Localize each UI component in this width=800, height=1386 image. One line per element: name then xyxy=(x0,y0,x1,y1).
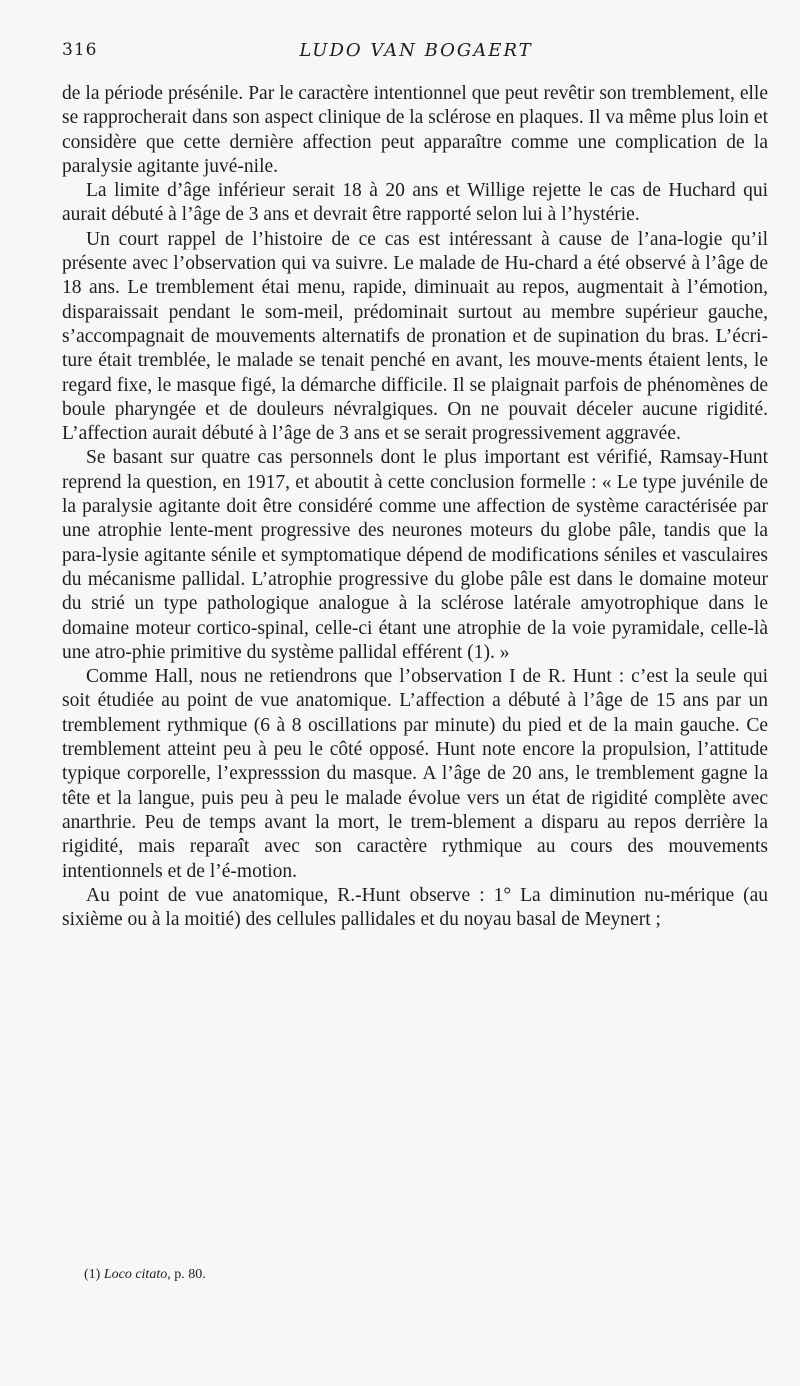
paragraph: Un court rappel de l’histoire de ce cas est intéressant à cause de l’ana-logie qu’il présente avec l’observation qui va suivre. Le malade de Hu-chard a été observé à l’âge de 18 ans. Le tremblement étai menu, rapide, diminuait au repos, augmentait à l’émotion, disparaissait pendant le som-meil, prédominait surtout au membre supérieur gauche, s’accompagnait de mouvements alternatifs de pronation et de supination du bras. L’écri-ture était tremblée, le malade se tenait penché en avant, les mouve-ments étaient lents, le regard fixe, le masque figé, la démarche difficile. Il se plaignait parfois de phénomènes de boule pharyngée et de douleurs névralgiques. On ne pouvait déceler aucune rigidité. L’affection aurait débuté à l’âge de 3 ans et se serait progressivement aggravée. xyxy=(62,228,768,445)
paragraph: Se basant sur quatre cas personnels dont le plus important est vérifié, Ramsay-Hunt reprend la question, en 1917, et aboutit à cette conclusion formelle : « Le type juvénile de la paralysie agitante doit être considéré comme une affection de système caractérisée par une atrophie lente-ment progressive des neurones moteurs du globe pâle, tandis que la para-lysie agitante sénile et symptomatique dépend de modifications séniles et vasculaires du mécanisme pallidal. L’atrophie progressive du globe pâle est dans le domaine moteur du strié un type pathologique analogue à la sclérose latérale amyotrophique dans le domaine moteur cortico-spinal, celle-ci étant une atrophie de la voie pyramidale, celle-là une atro-phie primitive du système pallidal efférent (1). » xyxy=(62,447,768,663)
paragraph: Comme Hall, nous ne retiendrons que l’observation I de R. Hunt : c’est la seule qui soit étudiée au point de vue anatomique. L’affection a débuté à l’âge de 15 ans par un tremblement rythmique (6 à 8 oscillations par minute) du pied et de la main gauche. Ce tremblement atteint peu à peu le côté opposé. Hunt note encore la propulsion, l’attitude typique corporelle, l’expresssion du masque. A l’âge de 20 ans, le tremblement gagne la tête et la langue, puis peu à peu le malade évolue vers un état de rigidité complète avec anarthrie. Peu de temps avant la mort, le trem-blement a disparu au repos derrière la rigidité, mais reparaît avec son caractère rythmique au cours des mouvements intentionnels et de l’é-motion. xyxy=(62,666,768,882)
footnote-marker: (1) xyxy=(84,1267,101,1282)
running-title: LUDO VAN BOGAERT xyxy=(299,40,533,61)
footnote-page: , p. 80. xyxy=(167,1267,206,1282)
paragraph: de la période présénile. Par le caractère intentionnel que peut revêtir son tremblement, elle se rapprocherait dans son aspect clinique de la sclérose en plaques. Il va même plus loin et considère que cette dernière affection peut apparaître comme une complication de la paralysie agitante juvé-nile. xyxy=(62,83,768,177)
footnote-citation: Loco citato xyxy=(103,1267,168,1282)
paragraph: Au point de vue anatomique, R.-Hunt observe : 1° La diminution nu-mérique (au sixième ou à la moitié) des cellules pallidales et du noyau basal de Meynert ; xyxy=(62,884,768,931)
footnote xyxy=(84,1266,764,1284)
page-header xyxy=(62,40,770,66)
page-number: 316 xyxy=(62,40,98,60)
paragraph: La limite d’âge inférieur serait 18 à 20 ans et Willige rejette le cas de Huchard qui aurait débuté à l’âge de 3 ans et devrait être rapporté selon lui à l’hystérie. xyxy=(62,180,768,226)
body-text xyxy=(62,82,768,932)
